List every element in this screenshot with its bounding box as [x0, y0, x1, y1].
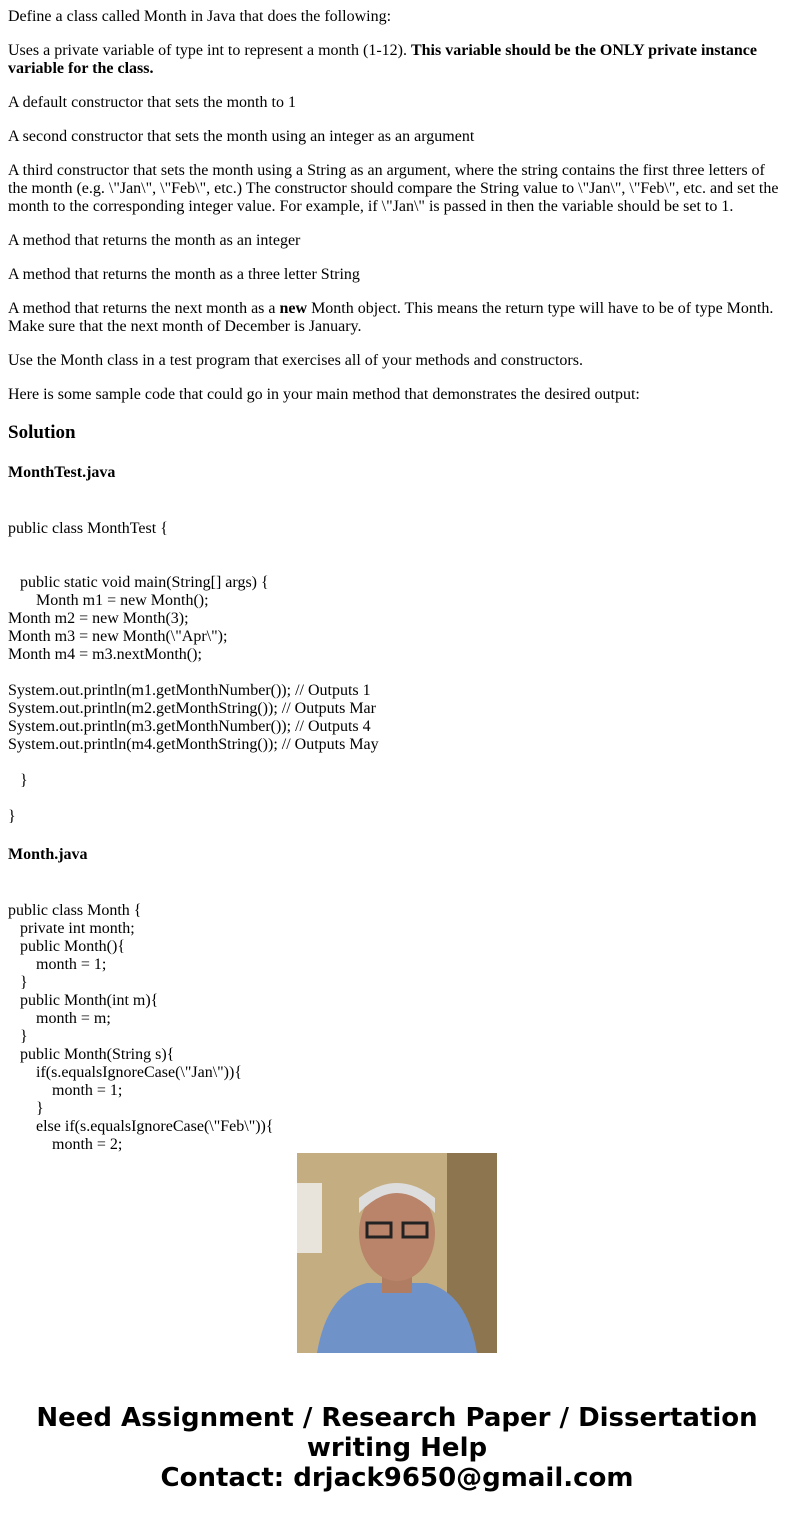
contact-line: Contact: drjack9650@gmail.com	[160, 1463, 634, 1493]
code-block: public static void main(String[] args) { Month m1 = new Month(); Month m2 = new Month(3); Month m3 = new Month(\"Apr\"); Month m4 = m3.nextMonth();	[8, 574, 269, 663]
code-block: System.out.println(m1.getMonthNumber()); // Outputs 1 System.out.println(m2.getMonthString()); // Outputs Mar System.out.println(m3.getMonthNumber()); // Outputs 4 System.out.println(m4.getMonthString()); // Outputs May	[8, 682, 379, 753]
intro: Define a class called Month in Java that does the following:	[8, 8, 392, 25]
requirement	[8, 42, 786, 78]
file-heading: MonthTest.java	[8, 464, 116, 481]
requirement: A method that returns the month as an integer	[8, 232, 301, 249]
file-heading: Month.java	[8, 846, 88, 863]
code-block: public class Month { private int month; public Month(){ month = 1; } public Month(int m){ month = m; } public Month(String s){ if(s.equalsIgnoreCase(\"Jan\")){ month = 1; } else if(s.equalsIgnoreCase(\"Feb\")){ month = 2;	[8, 902, 274, 1153]
requirement: A third constructor that sets the month using a String as an argument, where the string contains the first three letters of the month (e.g. \"Jan\", \"Feb\", etc.) The constructor should compare the String value to \"Jan\", \"Feb\", etc. and set the month to the corresponding integer value. For example, if \"Jan\" is passed in then the variable should be set to 1.	[8, 162, 779, 215]
footer-banner	[0, 1403, 794, 1493]
requirement	[8, 300, 786, 336]
text: Month object. This means the return type will have to be of type Month. Make sure that the next month of December is January.	[8, 300, 774, 335]
code-block: public class MonthTest {	[8, 520, 168, 537]
text: A method that returns the next month as a	[8, 300, 280, 317]
code-block: }	[8, 808, 16, 825]
author-photo	[297, 1153, 497, 1353]
requirement: A method that returns the month as a three letter String	[8, 266, 360, 283]
requirement: A second constructor that sets the month using an integer as an argument	[8, 128, 475, 145]
code-block: }	[8, 772, 28, 789]
footer-line: Need Assignment / Research Paper / Dissertation writing Help	[36, 1403, 758, 1463]
document-content	[8, 0, 786, 1153]
text: Uses a private variable of type int to represent a month (1-12).	[8, 42, 411, 59]
requirement: Use the Month class in a test program that exercises all of your methods and constructors.	[8, 352, 583, 369]
bold-text: This variable should be the ONLY private instance variable for the class.	[8, 42, 757, 77]
requirement: A default constructor that sets the month to 1	[8, 94, 296, 111]
bold-text: new	[279, 300, 308, 317]
solution-heading: Solution	[8, 422, 76, 443]
requirement: Here is some sample code that could go in your main method that demonstrates the desired output:	[8, 386, 640, 403]
